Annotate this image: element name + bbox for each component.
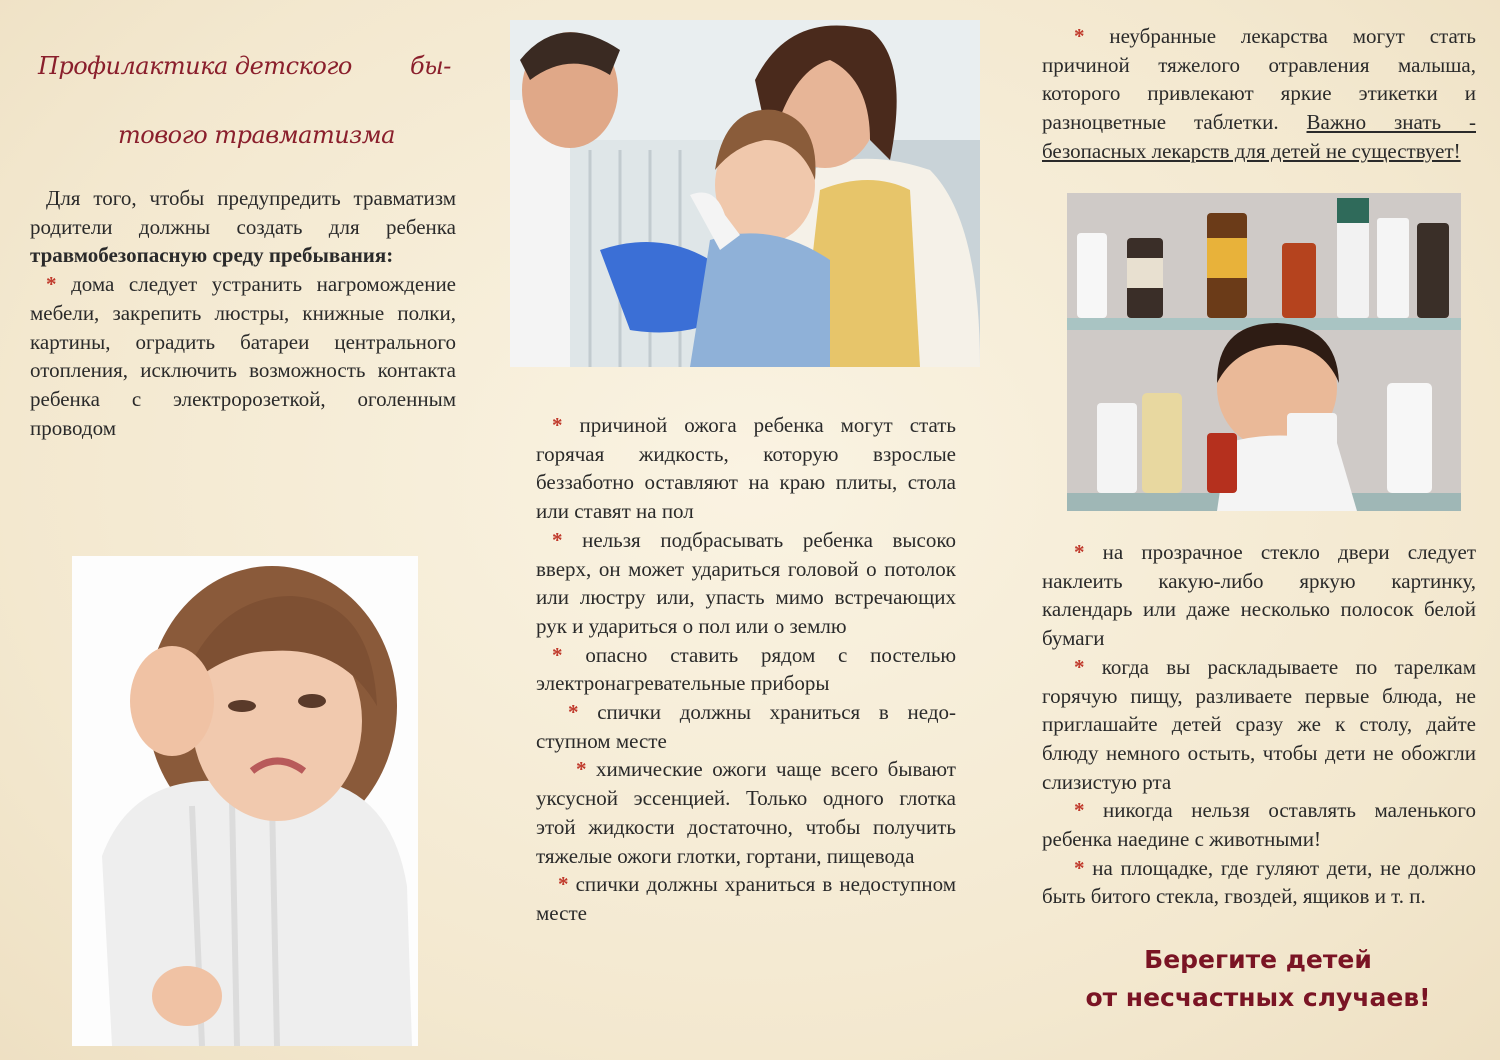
- crying-girl-photo: [72, 556, 418, 1046]
- page-title-line1-tail: бы-: [410, 52, 451, 80]
- list-item: * дома следует устранить нагромождение мебели, закрепить люстры, книжные полки, картины, оградить батареи центрального отопления, исключить возможность контакта ребенка с электророзеткой, оголенным проводом: [30, 272, 456, 440]
- list-item: * никогда нельзя оставлять маленького ребенка наедине с животными!: [1042, 798, 1476, 852]
- column-right-top-text: [1042, 22, 1476, 166]
- page-title-line1: Профилактика детского: [38, 52, 352, 80]
- doctor-mother-child-photo: [510, 20, 980, 367]
- list-item: * на площадке, где гуляют дети, не должно быть битого стекла, гвоздей, ящиков и т. п.: [1042, 855, 1477, 909]
- list-item: * когда вы раскладываете по тарелкам горячую пищу, разливаете первые блюда, не приглашайте детей сразу же к столу, дайте блюду немного остыть, чтобы дети не обожгли слизистую рта: [1042, 654, 1476, 794]
- list-item: * спички должны храниться в недоступном месте: [536, 700, 957, 753]
- list-item: * химические ожоги чаще всего бывают уксусной эссенцией. Только одного глотка этой жидкости достаточно, чтобы получить тяжелые ожоги глотки, гортани, пищевода: [536, 757, 956, 868]
- page-title-line2: тового травматизма: [118, 121, 395, 149]
- column-left-text: [30, 184, 456, 442]
- column-middle-text: [536, 411, 956, 928]
- list-item: * опасно ставить рядом с постелью электронагревательные приборы: [536, 642, 957, 696]
- list-item: * причиной ожога ребенка могут стать горячая жидкость, которую взрослые беззаботно оставляют на краю плиты, стола или ставят на пол: [536, 413, 956, 524]
- medicine-warning: * неубранные лекарства могут стать причиной тяжелого отравления малыша, которого привлекают яркие этикетки и разноцветные таблетки. Важно знать - безопасных лекарств для детей не существует!: [1042, 24, 1476, 163]
- column-right-bottom-text: [1042, 538, 1476, 911]
- list-item: * нельзя подбрасывать ребенка высоко вверх, он может удариться головой о потолок или люстру или, упасть мимо встречающих рук и удариться о пол или о землю: [536, 527, 956, 638]
- list-item: * на прозрачное стекло двери следует наклеить какую-либо яркую картинку, календарь или даже несколько полосок белой бумаги: [1042, 540, 1476, 651]
- list-item: * спички должны храниться в недоступном месте: [536, 872, 956, 925]
- closing-slogan-line1: Берегите детей: [1144, 945, 1372, 974]
- closing-slogan: [1040, 941, 1476, 1017]
- medicine-shelf-photo: [1067, 193, 1461, 511]
- closing-slogan-line2: от несчастных случаев!: [1085, 983, 1431, 1012]
- intro-paragraph: Для того, чтобы предупредить травматизм родители должны создать для ребенка травмобезопасную среду пребывания:: [30, 186, 456, 268]
